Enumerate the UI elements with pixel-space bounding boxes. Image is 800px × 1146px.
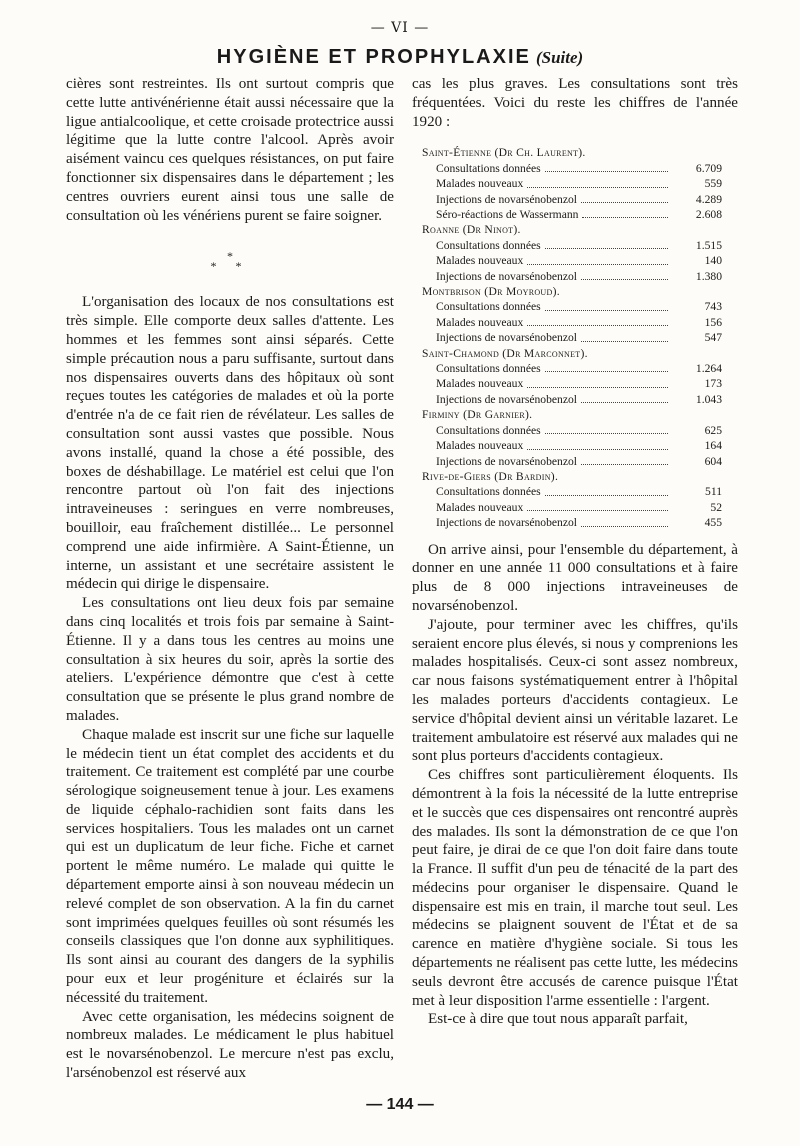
roman-page-number: — VI — — [370, 20, 430, 36]
right-paragraph-1: cas les plus graves. Les consultations sont très fréquentées. Voici du reste les chiffres de l'année 1920 : — [412, 76, 738, 130]
table-row-value: 743 — [704, 300, 722, 314]
table-row — [422, 207, 722, 222]
table-city-heading: Roanne (Dr Ninot). — [422, 223, 521, 237]
left-paragraph-3: Les consultations ont lieu deux fois par semaine dans cinq localités et trois fois par semaine à Saint-Étienne. Il y a dans tous les centres au moins une consultation à six heures du soir, après la sortie des ateliers. L'expérience démontre que c'est à cette consultation que se présente le plus grand nombre de malades. — [66, 595, 394, 724]
table-row-leader — [581, 392, 668, 403]
table-city-heading: Saint-Étienne (Dr Ch. Laurent). — [422, 146, 586, 160]
table-row-label: Malades nouveaux — [436, 254, 524, 268]
table-row-value: 547 — [704, 331, 722, 345]
table-row-leader — [527, 253, 668, 264]
table-row-value: 1.515 — [695, 238, 722, 252]
table-row-leader — [545, 161, 668, 172]
right-column — [412, 75, 738, 1029]
table-row — [422, 253, 722, 268]
table-row — [422, 376, 722, 391]
table-row-leader — [527, 500, 668, 511]
table-row — [422, 361, 722, 376]
table-row-label: Consultations données — [436, 300, 541, 314]
separator-stars-bottom: * * — [210, 259, 250, 274]
table-row-leader — [581, 454, 668, 465]
table-row — [422, 500, 722, 515]
table-row-label: Malades nouveaux — [436, 439, 524, 453]
table-row-value: 140 — [704, 254, 722, 268]
table-row-label: Malades nouveaux — [436, 500, 524, 514]
table-row-value: 625 — [704, 423, 722, 437]
table-row-value: 1.380 — [695, 269, 722, 283]
title-text: HYGIÈNE ET PROPHYLAXIE — [216, 46, 531, 68]
table-row-leader — [527, 176, 668, 187]
table-row-value: 156 — [704, 315, 722, 329]
table-row-label: Consultations données — [436, 238, 541, 252]
table-city-heading: Firminy (Dr Garnier). — [422, 408, 533, 422]
table-row-value: 1.264 — [695, 362, 722, 376]
table-row-value: 164 — [704, 439, 722, 453]
table-row — [422, 269, 722, 284]
table-row-label: Injections de novarsénobenzol — [436, 192, 578, 206]
left-paragraph-1: cières sont restreintes. Ils ont surtout compris que cette lutte antivénérienne était aussi nécessaire que la ligue antialcoolique, et cette croisade protectrice aussi légitime que la lutte contre l'alcool. Après avoir aisément vaincu ces quelques résistances, on put faire fonctionner six dispensaires dans le département ; les centres ouvriers eurent ainsi tous une salle de consultation où les vénériens purent se faire soigner. — [66, 76, 394, 224]
table-row-value: 1.043 — [695, 392, 722, 406]
table-row-value: 4.289 — [695, 192, 722, 206]
table-row-leader — [527, 315, 668, 326]
table-row-value: 604 — [704, 454, 722, 468]
table-row — [422, 454, 722, 469]
table-row-label: Malades nouveaux — [436, 315, 524, 329]
table-row-label: Injections de novarsénobenzol — [436, 269, 578, 283]
table-row-label: Injections de novarsénobenzol — [436, 454, 578, 468]
table-row-leader — [545, 299, 668, 310]
title-suite: (Suite) — [535, 48, 584, 67]
left-paragraph-4: Chaque malade est inscrit sur une fiche sur laquelle le médecin tient un état complet des accidents et du traitement. Ce traitement est complété par une courbe sérologique soigneusement tenue à jour. Les examens de liquide céphalo-rachidien sont faits dans les services hospitaliers. Tous les malades ont un carnet qui est un duplicatum de leur fiche. Fiche et carnet portent le même numéro. Le malade qui quitte le département emporte ainsi à son nouveau médecin un relevé complet de son observation. A la fin du carnet sont imprimées quelques feuilles où sont résumés les conseils classiques que l'on donne aux syphilitiques. Ils sont ainsi au courant des dangers de la syphilis pour eux et leur progéniture et éclairés sur la nécessité du traitement. — [66, 726, 394, 1006]
left-paragraph-5: Avec cette organisation, les médecins soignent de nombreux malades. Le médicament le plus habituel est le novarsénobenzol. Le mercure n'est pas exclu, l'arsénobenzol est réservé aux — [66, 1008, 394, 1082]
right-paragraph-3: J'ajoute, pour terminer avec les chiffres, qu'ils seraient encore plus élevés, si nous y comprenions les malades hospitalisés. Ceux-ci sont assez nombreux, car nous faisons systématiquement entrer à l'hôpital les malades porteurs d'accidents contagieux. Le service d'hôpital devient ainsi un véritable lazaret. Le traitement ambulatoire est réservé aux malades qui ne sont plus porteurs d'accidents contagieux. — [412, 616, 738, 765]
right-paragraph-4: Ces chiffres sont particulièrement éloquents. Ils démontrent à la fois la nécessité de la lutte entreprise et le succès que ces dispensaires ont rencontré auprès des malades. Ils sont la démonstration de ce que l'on peut faire, je dirai de ce que l'on doit faire dans toute la France. Il suffit d'un peu de ténacité de la part des médecins pour organiser le dispensaire. Quand le dispensaire est mis en train, il marche tout seul. Les médecins se plaignent souvent de l'État et de sa carence en matière d'hygiène sociale. Si tous les départements ne réalisent pas cette lutte, les médecins seuls devront être accusés de carence puisque l'État met à leur disposition l'arme essentielle : l'argent. — [412, 767, 738, 1009]
table-row-value: 173 — [704, 377, 722, 391]
table-row — [422, 392, 722, 407]
table-row — [422, 423, 722, 438]
left-column — [66, 75, 394, 1083]
table-row-leader — [545, 484, 668, 495]
table-row-leader — [545, 361, 668, 372]
table-city-heading: Montbrison (Dr Moyroud). — [422, 285, 560, 299]
table-row — [422, 515, 722, 530]
table-city-heading: Saint-Chamond (Dr Marconnet). — [422, 346, 588, 360]
table-row-leader — [527, 376, 668, 387]
table-row — [422, 176, 722, 191]
table-row-label: Malades nouveaux — [436, 377, 524, 391]
statistics-table — [422, 145, 722, 530]
table-row-leader — [581, 192, 668, 203]
table-row-value: 52 — [710, 500, 722, 514]
table-row — [422, 299, 722, 314]
table-row-value: 455 — [704, 516, 722, 530]
table-row-leader — [581, 269, 668, 280]
table-row-leader — [581, 330, 668, 341]
table-city-heading: Rive-de-Giers (Dr Bardin). — [422, 469, 559, 483]
page-title — [0, 46, 800, 69]
right-paragraph-5: Est-ce à dire que tout nous apparaît parfait, — [428, 1011, 688, 1028]
table-row-value: 6.709 — [695, 161, 722, 175]
table-row — [422, 161, 722, 176]
table-row — [422, 192, 722, 207]
table-row-label: Consultations données — [436, 423, 541, 437]
table-row-label: Injections de novarsénobenzol — [436, 392, 578, 406]
separator-star-top: * — [227, 249, 233, 264]
table-row-label: Injections de novarsénobenzol — [436, 516, 578, 530]
table-row — [422, 238, 722, 253]
table-row-leader — [545, 238, 668, 249]
table-row — [422, 330, 722, 345]
table-row — [422, 315, 722, 330]
table-row-value: 2.608 — [695, 208, 722, 222]
table-row-leader — [545, 423, 668, 434]
table-row-label: Consultations données — [436, 161, 541, 175]
table-row — [422, 438, 722, 453]
table-row-label: Injections de novarsénobenzol — [436, 331, 578, 345]
table-row-value: 559 — [704, 177, 722, 191]
table-row-leader — [527, 438, 668, 449]
left-paragraph-2: L'organisation des locaux de nos consultations est très simple. Elle comporte deux salles d'attente. Les hommes et les femmes sont ainsi séparés. Cette simple précaution nous a paru suffisante, surtout dans nos dispensaires ouverts dans des hôpitaux où sont reçues toutes les catégories de malades et où la porte d'entrée n'a de ce fait rien de révélateur. Les salles de consultation sont aussi vastes que possible. Nous avons installé, quand la chose a été possible, des boxes de déshabillage. Le matériel est celui que l'on rencontre partout où l'on fait des injections intraveineuses : seringues en verre nombreuses, bouilloir, eau fraîchement distillée... Le personnel comprend une aide infirmière. A Saint-Étienne, un interne, un assistant et une secrétaire assistent le médecin qui dirige le dispensaire. — [66, 294, 394, 593]
section-separator — [66, 249, 394, 274]
table-row-value: 511 — [705, 485, 722, 499]
table-row-label: Consultations données — [436, 362, 541, 376]
table-row — [422, 484, 722, 499]
table-row-label: Consultations données — [436, 485, 541, 499]
page-number: — 144 — — [366, 1096, 434, 1113]
table-row-label: Malades nouveaux — [436, 177, 524, 191]
table-row-leader — [582, 207, 668, 218]
table-row-label: Séro-réactions de Wassermann — [436, 208, 579, 222]
table-row-leader — [581, 515, 668, 526]
right-paragraph-2: On arrive ainsi, pour l'ensemble du département, à donner en une année 11 000 consultations et à faire plus de 8 000 injections intraveineuses de novarsénobenzol. — [412, 541, 738, 614]
